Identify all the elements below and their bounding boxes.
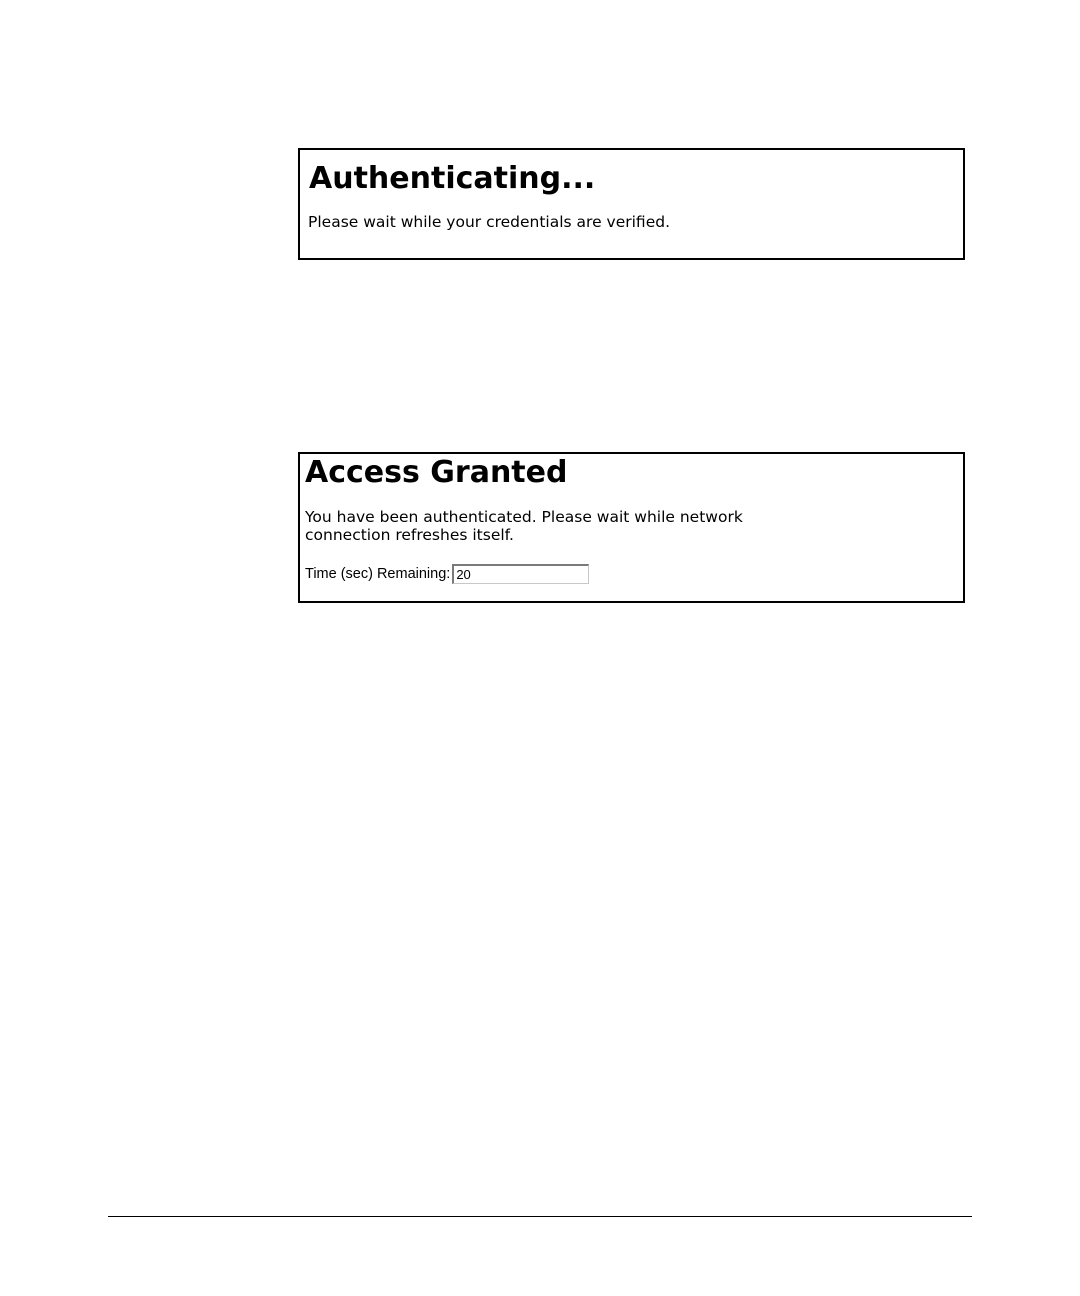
time-remaining-label: Time (sec) Remaining: <box>305 566 451 582</box>
authenticating-panel <box>298 148 965 260</box>
footer-divider <box>108 1216 972 1217</box>
access-granted-message-line-2: connection refreshes itself. <box>305 526 514 544</box>
access-granted-title: Access Granted <box>305 455 568 490</box>
time-remaining-field[interactable] <box>452 564 589 584</box>
access-granted-message-line-1: You have been authenticated. Please wait while network <box>305 508 743 526</box>
time-remaining-row <box>305 564 589 584</box>
authenticating-title: Authenticating... <box>309 161 596 196</box>
access-granted-message <box>305 508 743 544</box>
access-granted-panel <box>298 452 965 603</box>
authenticating-message: Please wait while your credentials are verified. <box>308 213 670 231</box>
